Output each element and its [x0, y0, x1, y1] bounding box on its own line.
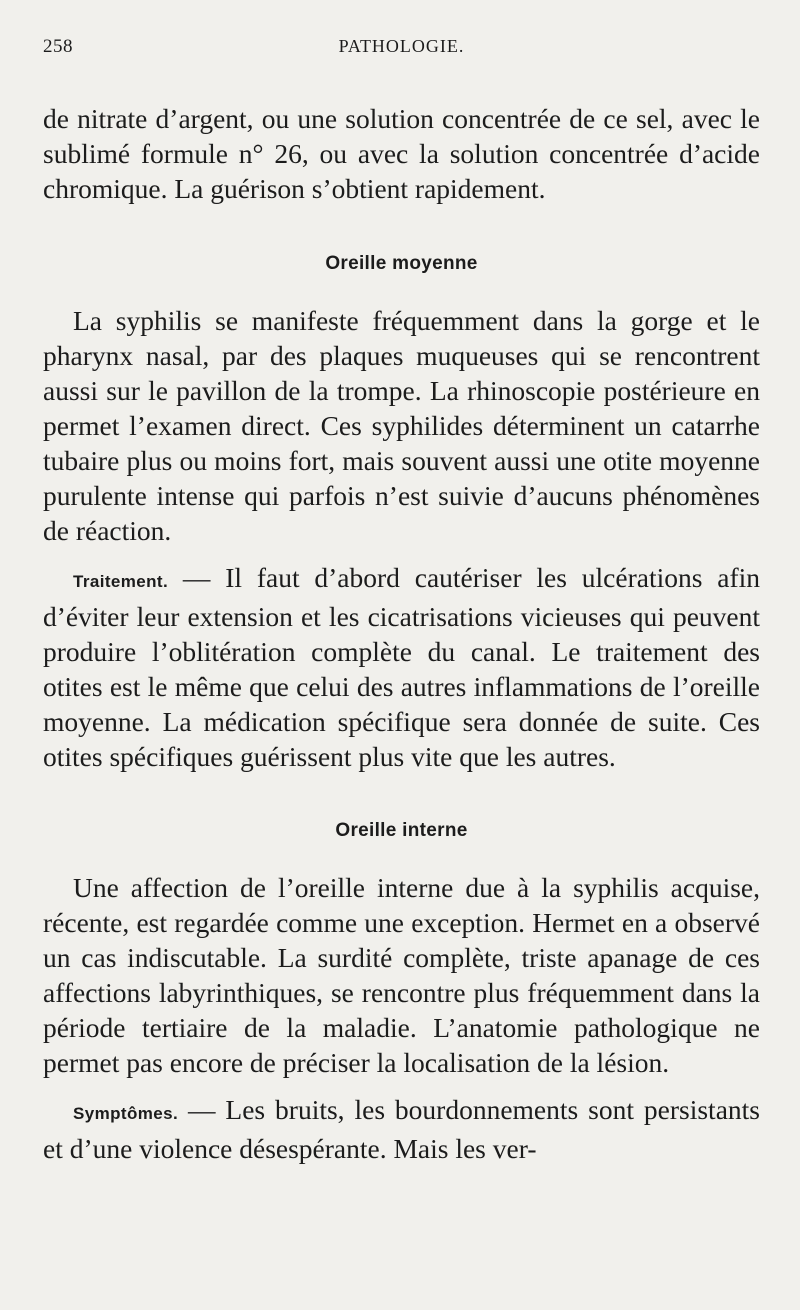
paragraph-symptomes	[43, 1092, 760, 1166]
run-in-heading-symptomes: Symptômes.	[73, 1104, 179, 1123]
running-head	[43, 28, 760, 64]
traitement-text: — Il faut d’abord cautériser les ulcérations afin d’éviter leur extension et les cicatrisations vicieuses qui peuvent produire l’oblitération complète du canal. Le traitement des otites est le même que celui des autres inflammations de l’oreille moyenne. La médication spécifique sera donnée de suite. Ces otites spécifiques guérissent plus vite que les autres.	[43, 562, 760, 772]
section-title-oreille-moyenne: Oreille moyenne	[325, 253, 478, 274]
section-title-oreille-interne: Oreille interne	[335, 820, 468, 841]
run-in-heading-traitement: Traitement.	[73, 572, 169, 591]
paragraph-oreille-moyenne: La syphilis se manifeste fréquemment dans la gorge et le pharynx nasal, par des plaques muqueuses qui se rencontrent aussi sur le pavillon de la trompe. La rhinoscopie postérieure en permet l’examen direct. Ces syphilides déterminent un catarrhe tubaire plus ou moins fort, mais souvent aussi une otite moyenne purulente intense qui parfois n’est suivie d’aucuns phénomènes de réaction.	[43, 305, 760, 546]
symptomes-text: — Les bruits, les bourdonnements sont persistants et d’une violence désespérante. Mais les ver-	[43, 1094, 760, 1164]
running-title: PATHOLOGIE.	[338, 36, 465, 56]
paragraph-traitement	[43, 560, 760, 774]
page-number: 258	[43, 36, 73, 57]
paragraph-oreille-interne: Une affection de l’oreille interne due à la syphilis acquise, récente, est regardée comme une exception. Hermet en a observé un cas indiscutable. La surdité complète, triste apanage de ces affections labyrinthiques, se rencontre plus fréquemment dans la période tertiaire de la maladie. L’anatomie pathologique ne permet pas encore de préciser la localisation de la lésion.	[43, 872, 760, 1078]
intro-paragraph: de nitrate d’argent, ou une solution concentrée de ce sel, avec le sublimé formule n° 26, ou avec la solution concentrée d’acide chromique. La guérison s’obtient rapidement.	[43, 103, 760, 204]
